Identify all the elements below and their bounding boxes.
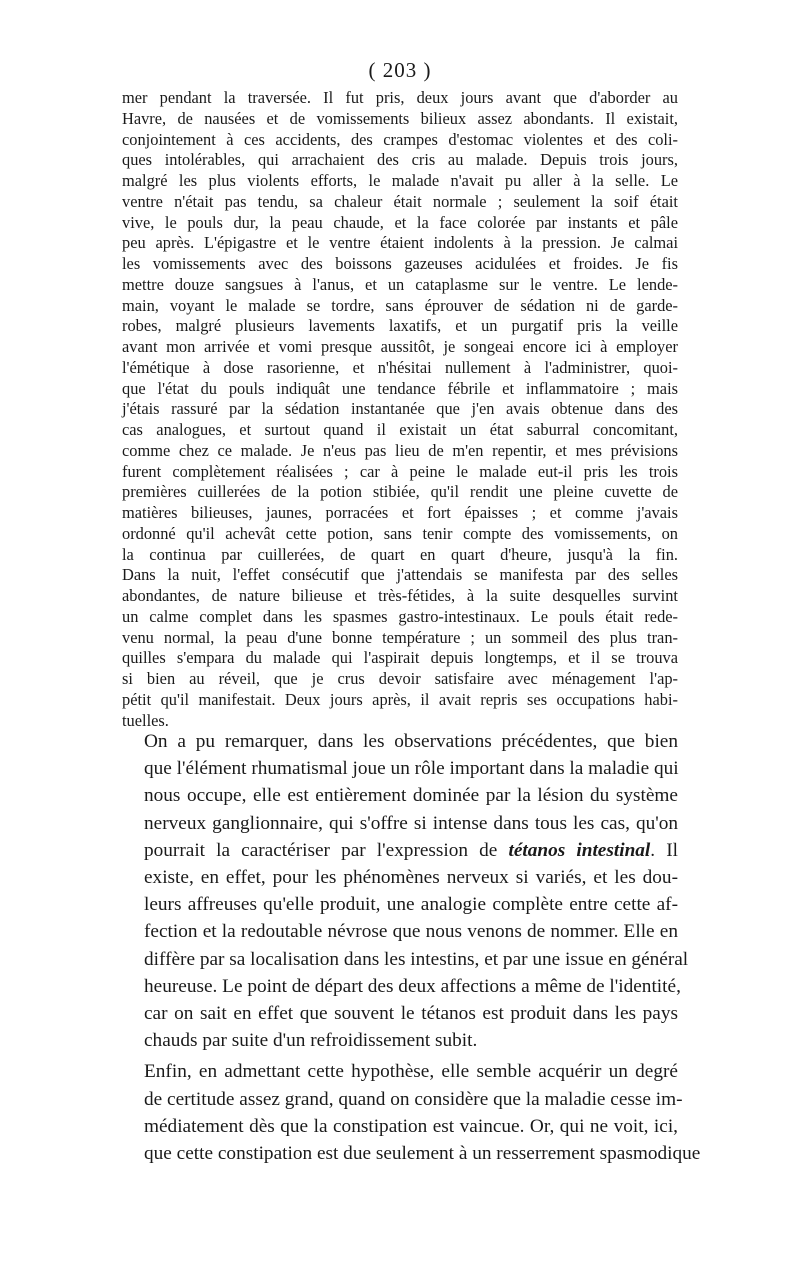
text-line: vive, le pouls dur, la peau chaude, et la face colorée par instants et pâle	[122, 212, 678, 232]
text-line: ordonné qu'il achevât cette potion, sans tenir compte des vomissements, on	[122, 523, 678, 543]
text-line: mer pendant la traversée. Il fut pris, deux jours avant que d'aborder au	[122, 88, 678, 107]
text-line: cas analogues, et surtout quand il existait un état saburral concomitant,	[122, 420, 678, 439]
text-run: pourrait la caractériser par l'expression de	[144, 839, 498, 861]
text-line: Havre, de nausées et de vomissements bilieux assez abondants. Il existait,	[122, 108, 678, 128]
text-line: médiatement dès que la constipation est vaincue. Or, qui ne voit, ici,	[144, 1115, 678, 1137]
text-line: chauds par suite d'un refroidissement subit.	[144, 1030, 478, 1052]
page-number: ( 203 )	[368, 58, 432, 82]
text-line: Dans la nuit, l'effet consécutif que j'attendais se manifesta par des selles	[122, 565, 678, 585]
text-line: leurs affreuses qu'elle produit, une analogie complète entre cette af-	[144, 894, 678, 916]
paragraph-tetanos	[122, 728, 689, 1054]
text-line: ques intolérables, qui arrachaient des cris au malade. Depuis trois jours,	[122, 150, 678, 170]
text-line: un calme complet dans les spasmes gastro-intestinaux. Le pouls était rede-	[122, 606, 678, 626]
text-line: les vomissements avec des boissons gazeuses acidulées et froides. Je fis	[122, 254, 678, 273]
text-line	[122, 837, 678, 864]
text-line: de certitude assez grand, quand on considère que la maladie cesse im-	[144, 1088, 683, 1110]
text-line: nous occupe, elle est entièrement dominée par la lésion du système	[144, 785, 678, 807]
text-line: si bien au réveil, que je crus devoir satisfaire avec ménagement l'ap-	[122, 669, 678, 688]
text-line: tuelles.	[122, 710, 169, 730]
text-line: conjointement à ces accidents, des crampes d'estomac violentes et des coli-	[122, 129, 678, 149]
text-line: l'émétique à dose rasorienne, et n'hésitai nullement à l'administrer, quoi-	[122, 357, 678, 377]
text-line: mettre douze sangsues à l'anus, et un cataplasme sur le ventre. Le lende-	[122, 274, 678, 294]
italic-term: tétanos intestinal	[508, 839, 651, 861]
text-line: main, voyant le malade se tordre, sans éprouver de sédation ni de garde-	[122, 295, 678, 315]
text-line: venu normal, la peau d'une bonne température ; un sommeil des plus tran-	[122, 627, 678, 647]
text-line: que l'état du pouls indiquât une tendance fébrile et inflammatoire ; mais	[122, 378, 678, 398]
text-line: que cette constipation est due seulement à un resserrement spasmodique	[144, 1143, 701, 1165]
text-line: malgré les plus violents efforts, le malade n'avait pu aller à la selle. Le	[122, 171, 678, 190]
text-line: Enfin, en admettant cette hypothèse, elle semble acquérir un degré	[144, 1061, 678, 1083]
text-line: furent complètement réalisées ; car à peine le malade eut-il pris les trois	[122, 461, 678, 481]
text-line: premières cuillerées de la potion stibiée, qu'il rendit une pleine cuvette de	[122, 482, 678, 502]
commentary-section	[122, 728, 701, 1167]
text-line: pétit qu'il manifestait. Deux jours après, il avait repris ses occupations habi-	[122, 689, 678, 709]
text-line: quilles s'empara du malade qui l'aspirait depuis longtemps, et il se trouva	[122, 648, 678, 668]
text-line: car on sait en effet que souvent le tétanos est produit dans les pays	[144, 1003, 678, 1025]
text-run: . Il	[650, 839, 678, 861]
text-line: nerveux ganglionnaire, qui s'offre si intense dans tous les cas, qu'on	[144, 812, 678, 834]
text-line: existe, en effet, pour les phénomènes nerveux si variés, et les dou-	[144, 867, 678, 889]
text-line: matières bilieuses, jaunes, porracées et fort épaisses ; et comme j'avais	[122, 503, 678, 522]
text-line: que l'élément rhumatismal joue un rôle important dans la maladie qui	[144, 758, 679, 780]
text-line: abondantes, de nature bilieuse et très-fétides, à la suite desquelles survint	[122, 586, 678, 605]
text-line: On a pu remarquer, dans les observations précédentes, que bien	[144, 731, 678, 752]
text-line: avant mon arrivée et vomi presque aussitôt, je songeai encore ici à employer	[122, 337, 678, 356]
text-line: comme chez ce malade. Je n'eus pas lieu de m'en repentir, et mes prévisions	[122, 440, 678, 460]
text-line: robes, malgré plusieurs lavements laxatifs, et un purgatif pris la veille	[122, 316, 678, 336]
text-line: peu après. L'épigastre et le ventre étaient indolents à la pression. Je calmai	[122, 233, 678, 253]
text-line: heureuse. Le point de départ des deux affections a même de l'identité,	[144, 975, 681, 997]
text-line: la continua par cuillerées, de quart en quart d'heure, jusqu'à la fin.	[122, 544, 678, 564]
text-line: j'étais rassuré par la sédation instantanée que j'en avais obtenue dans des	[122, 399, 678, 419]
text-line: diffère par sa localisation dans les intestins, et par une issue en général	[144, 948, 689, 970]
text-line: ventre n'était pas tendu, sa chaleur était normale ; seulement la soif était	[122, 191, 678, 211]
text-line: fection et la redoutable névrose que nous venons de nommer. Elle en	[144, 921, 678, 943]
paragraph-constipation	[122, 1058, 701, 1167]
paragraph-case-report	[122, 88, 678, 731]
